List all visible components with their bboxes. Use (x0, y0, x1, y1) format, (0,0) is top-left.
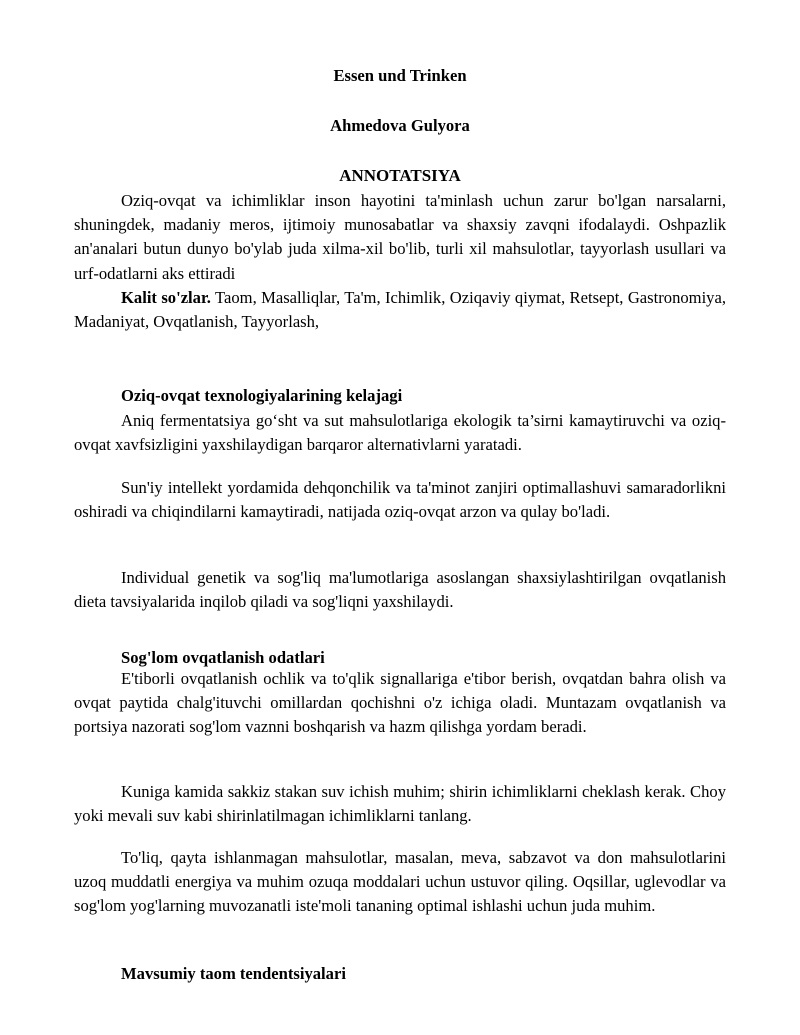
keywords-paragraph (74, 286, 726, 334)
annotation-paragraph: Oziq-ovqat va ichimliklar inson hayotini ta'minlash uchun zarur bo'lgan narsalarni, shuningdek, madaniy meros, ijtimoiy munosabatlar va shaxsiy zavqni ifodalaydi. Oshpazlik an'analari butun dunyo bo'ylab juda xilma-xil bo'lib, turli xil mahsulotlar, tayyorlash usullari va urf-odatlarni aks ettiradi (74, 191, 726, 283)
paragraph: Aniq fermentatsiya go‘sht va sut mahsulotlariga ekologik ta’sirni kamaytiruvchi va oziq-ovqat xavfsizligini yaxshilaydigan barqaror alternativlarni yaratadi. (74, 411, 726, 455)
paragraph: Kuniga kamida sakkiz stakan suv ichish muhim; shirin ichimliklarni cheklash kerak. Choy yoki mevali suv kabi shirinlatilmagan ichimliklarni tanlang. (74, 782, 726, 826)
document-title: Essen und Trinken (333, 66, 467, 85)
paragraph: Individual genetik va sog'liq ma'lumotlariga asoslangan shaxsiylashtirilgan ovqatlanish dieta tavsiyalarida inqilob qiladi va sog'liqni yaxshilaydi. (74, 568, 726, 612)
section-heading-food-tech: Oziq-ovqat texnologiyalarining kelajagi (121, 386, 403, 405)
section-heading-healthy-eating: Sog'lom ovqatlanish odatlari (121, 648, 325, 667)
keywords-text: Taom, Masalliqlar, Ta'm, Ichimlik, Oziqaviy qiymat, Retsept, Gastronomiya, Madaniyat, Ovqatlanish, Tayyorlash, (74, 288, 726, 332)
author-name: Ahmedova Gulyora (330, 116, 470, 135)
annotation-heading: ANNOTATSIYA (339, 166, 461, 185)
paragraph: To'liq, qayta ishlanmagan mahsulotlar, masalan, meva, sabzavot va don mahsulotlarini uzoq muddatli energiya va muhim ozuqa moddalari uchun ustuvor qiling. Oqsillar, uglevodlar va sog'lom yog'larning muvozanatli iste'moli tananing optimal ishlashi uchun juda muhim. (74, 848, 726, 916)
section-heading-seasonal-trends: Mavsumiy taom tendentsiyalari (121, 964, 346, 983)
paragraph: Sun'iy intellekt yordamida dehqonchilik va ta'minot zanjiri optimallashuvi samaradorlikni oshiradi va chiqindilarni kamaytiradi, natijada oziq-ovqat arzon va qulay bo'ladi. (74, 478, 726, 522)
paragraph: E'tiborli ovqatlanish ochlik va to'qlik signallariga e'tibor berish, ovqatdan bahra olish va ovqat paytida chalg'ituvchi omillardan qochishni o'z ichiga oladi. Muntazam ovqatlanish va portsiya nazorati sog'lom vaznni boshqarish va hazm qilishga yordam beradi. (74, 669, 726, 737)
keywords-label: Kalit so'zlar. (121, 288, 211, 307)
